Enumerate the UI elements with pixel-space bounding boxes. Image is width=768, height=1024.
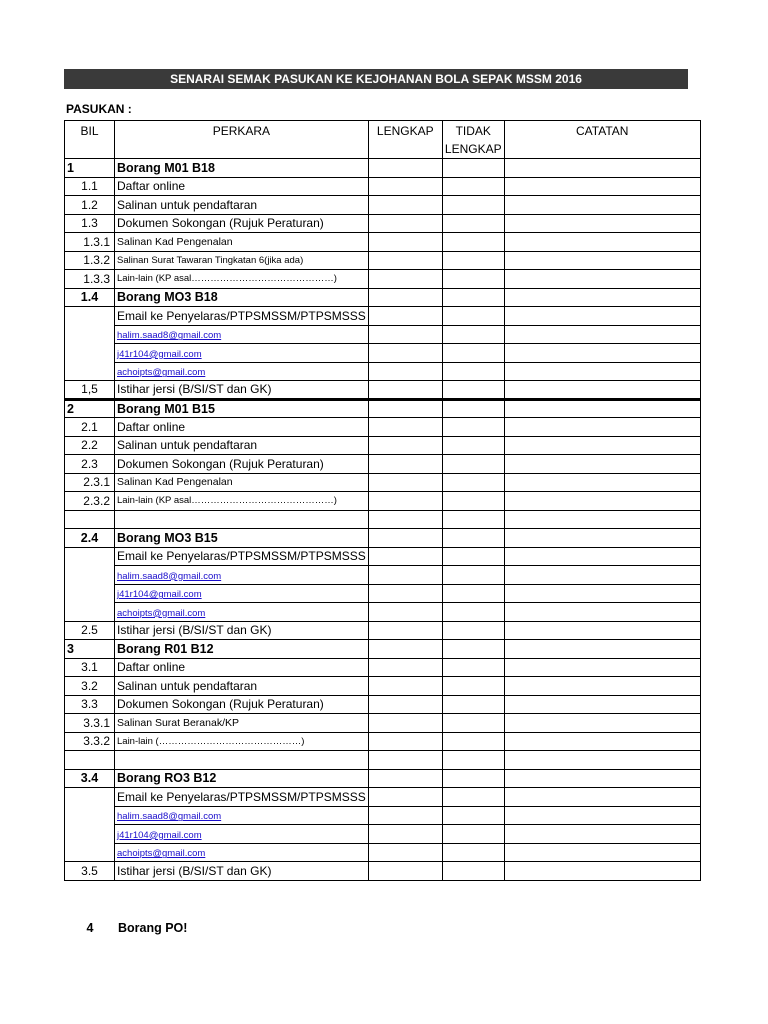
lengkap-cell[interactable]	[368, 399, 442, 418]
catatan-cell[interactable]	[504, 658, 700, 677]
catatan-cell[interactable]	[504, 325, 700, 344]
catatan-cell[interactable]	[504, 251, 700, 270]
table-row	[65, 732, 701, 751]
catatan-cell[interactable]	[504, 436, 700, 455]
row-number: 1.2	[65, 196, 115, 215]
catatan-cell[interactable]	[504, 843, 700, 862]
catatan-cell[interactable]	[504, 177, 700, 196]
email-link[interactable]: achoipts@gmail.com	[117, 848, 206, 860]
tidak-lengkap-cell[interactable]	[442, 547, 504, 566]
row-number: 1,5	[65, 381, 115, 400]
table-row	[65, 288, 701, 307]
lengkap-cell[interactable]	[368, 862, 442, 881]
email-link[interactable]: halim.saad8@gmail.com	[117, 811, 222, 823]
row-number	[65, 603, 115, 622]
email-link[interactable]: j41r104@gmail.com	[117, 348, 202, 360]
table-row	[65, 621, 701, 640]
row-number	[65, 325, 115, 344]
item-text: Borang MO3 B18	[115, 288, 369, 307]
catatan-cell[interactable]	[504, 566, 700, 585]
item-text: Salinan Kad Pengenalan	[115, 233, 369, 252]
header-tidak-lengkap: TIDAK LENGKAP	[442, 121, 504, 159]
tidak-lengkap-cell[interactable]	[442, 695, 504, 714]
tidak-lengkap-cell[interactable]	[442, 566, 504, 585]
item-text: Dokumen Sokongan (Rujuk Peraturan)	[115, 214, 369, 233]
row-number: 3.2	[65, 677, 115, 696]
row-number	[65, 510, 115, 529]
table-header-row	[65, 121, 701, 159]
email-cell[interactable]	[115, 344, 369, 363]
tidak-lengkap-cell[interactable]	[442, 270, 504, 289]
lengkap-cell[interactable]	[368, 177, 442, 196]
row-number: 2.5	[65, 621, 115, 640]
tidak-lengkap-cell[interactable]	[442, 251, 504, 270]
team-label: PASUKAN :	[66, 102, 132, 116]
email-link[interactable]: halim.saad8@gmail.com	[117, 570, 222, 582]
table-row	[65, 492, 701, 511]
catatan-cell[interactable]	[504, 233, 700, 252]
tidak-lengkap-cell[interactable]	[442, 288, 504, 307]
tidak-lengkap-cell[interactable]	[442, 159, 504, 178]
header-catatan: CATATAN	[504, 121, 700, 159]
footer-text: Borang PO!	[118, 921, 188, 935]
item-text: Email ke Penyelaras/PTPSMSSM/PTPSMSSS	[115, 307, 369, 326]
checklist-table	[64, 120, 701, 881]
tidak-lengkap-cell[interactable]	[442, 214, 504, 233]
table-row	[65, 603, 701, 622]
lengkap-cell[interactable]	[368, 732, 442, 751]
lengkap-cell[interactable]	[368, 677, 442, 696]
lengkap-cell[interactable]	[368, 806, 442, 825]
tidak-lengkap-cell[interactable]	[442, 843, 504, 862]
tidak-lengkap-cell[interactable]	[442, 436, 504, 455]
table-row	[65, 547, 701, 566]
item-text: Borang M01 B15	[115, 399, 369, 418]
item-text: Salinan untuk pendaftaran	[115, 196, 369, 215]
table-row	[65, 381, 701, 400]
row-number: 3.3.1	[65, 714, 115, 733]
lengkap-cell[interactable]	[368, 584, 442, 603]
lengkap-cell[interactable]	[368, 640, 442, 659]
catatan-cell[interactable]	[504, 362, 700, 381]
row-number: 3.5	[65, 862, 115, 881]
email-cell[interactable]	[115, 806, 369, 825]
catatan-cell[interactable]	[504, 455, 700, 474]
lengkap-cell[interactable]	[368, 473, 442, 492]
table-row	[65, 251, 701, 270]
table-row	[65, 751, 701, 770]
row-number: 2.4	[65, 529, 115, 548]
item-text: Borang RO3 B12	[115, 769, 369, 788]
row-number	[65, 547, 115, 566]
item-text: Borang R01 B12	[115, 640, 369, 659]
table-row	[65, 825, 701, 844]
table-row	[65, 862, 701, 881]
email-cell[interactable]	[115, 325, 369, 344]
item-text: Salinan untuk pendaftaran	[115, 436, 369, 455]
item-text: Lain-lain (KP asal………………………………………)	[115, 270, 369, 289]
table-row	[65, 529, 701, 548]
item-text	[115, 510, 369, 529]
lengkap-cell[interactable]	[368, 270, 442, 289]
lengkap-cell[interactable]	[368, 825, 442, 844]
email-link[interactable]: halim.saad8@gmail.com	[117, 330, 222, 342]
row-number: 2.3.1	[65, 473, 115, 492]
table-row	[65, 270, 701, 289]
tidak-lengkap-cell[interactable]	[442, 455, 504, 474]
table-row	[65, 344, 701, 363]
tidak-lengkap-cell[interactable]	[442, 344, 504, 363]
item-text: Daftar online	[115, 658, 369, 677]
table-row	[65, 640, 701, 659]
email-cell[interactable]	[115, 603, 369, 622]
row-number: 3.3	[65, 695, 115, 714]
row-number: 3	[65, 640, 115, 659]
item-text: Dokumen Sokongan (Rujuk Peraturan)	[115, 695, 369, 714]
row-number	[65, 362, 115, 381]
catatan-cell[interactable]	[504, 492, 700, 511]
table-row	[65, 233, 701, 252]
tidak-lengkap-cell[interactable]	[442, 529, 504, 548]
catatan-cell[interactable]	[504, 714, 700, 733]
table-row	[65, 436, 701, 455]
catatan-cell[interactable]	[504, 603, 700, 622]
item-text: Daftar online	[115, 418, 369, 437]
item-text	[115, 751, 369, 770]
header-lengkap: LENGKAP	[368, 121, 442, 159]
catatan-cell[interactable]	[504, 547, 700, 566]
row-number: 1.3.2	[65, 251, 115, 270]
table-row	[65, 566, 701, 585]
tidak-lengkap-cell[interactable]	[442, 769, 504, 788]
table-row	[65, 399, 701, 418]
table-row	[65, 196, 701, 215]
table-row	[65, 695, 701, 714]
catatan-cell[interactable]	[504, 806, 700, 825]
lengkap-cell[interactable]	[368, 714, 442, 733]
row-number	[65, 788, 115, 807]
email-cell[interactable]	[115, 566, 369, 585]
catatan-cell[interactable]	[504, 288, 700, 307]
lengkap-cell[interactable]	[368, 381, 442, 400]
tidak-lengkap-cell[interactable]	[442, 640, 504, 659]
table-row	[65, 325, 701, 344]
item-text: Istihar jersi (B/SI/ST dan GK)	[115, 862, 369, 881]
lengkap-cell[interactable]	[368, 214, 442, 233]
lengkap-cell[interactable]	[368, 843, 442, 862]
lengkap-cell[interactable]	[368, 547, 442, 566]
tidak-lengkap-cell[interactable]	[442, 381, 504, 400]
tidak-lengkap-cell[interactable]	[442, 806, 504, 825]
item-text: Lain-lain (KP asal………………………………………)	[115, 492, 369, 511]
row-number	[65, 806, 115, 825]
row-number	[65, 344, 115, 363]
footer-number: 4	[86, 921, 94, 935]
catatan-cell[interactable]	[504, 529, 700, 548]
lengkap-cell[interactable]	[368, 288, 442, 307]
row-number: 3.4	[65, 769, 115, 788]
table-row	[65, 677, 701, 696]
catatan-cell[interactable]	[504, 307, 700, 326]
row-number: 3.3.2	[65, 732, 115, 751]
lengkap-cell[interactable]	[368, 325, 442, 344]
row-number	[65, 307, 115, 326]
table-row	[65, 788, 701, 807]
header-bil: BIL	[65, 121, 115, 159]
lengkap-cell[interactable]	[368, 196, 442, 215]
lengkap-cell[interactable]	[368, 307, 442, 326]
table-row	[65, 714, 701, 733]
table-row	[65, 473, 701, 492]
lengkap-cell[interactable]	[368, 251, 442, 270]
table-row	[65, 658, 701, 677]
email-cell[interactable]	[115, 825, 369, 844]
catatan-cell[interactable]	[504, 825, 700, 844]
tidak-lengkap-cell[interactable]	[442, 362, 504, 381]
item-text: Salinan Surat Beranak/KP	[115, 714, 369, 733]
table-row	[65, 510, 701, 529]
tidak-lengkap-cell[interactable]	[442, 196, 504, 215]
catatan-cell[interactable]	[504, 788, 700, 807]
lengkap-cell[interactable]	[368, 159, 442, 178]
lengkap-cell[interactable]	[368, 344, 442, 363]
table-row	[65, 584, 701, 603]
lengkap-cell[interactable]	[368, 621, 442, 640]
item-text: Email ke Penyelaras/PTPSMSSM/PTPSMSSS	[115, 547, 369, 566]
catatan-cell[interactable]	[504, 344, 700, 363]
item-text: Salinan Kad Pengenalan	[115, 473, 369, 492]
row-number	[65, 825, 115, 844]
table-row	[65, 806, 701, 825]
tidak-lengkap-cell[interactable]	[442, 492, 504, 511]
tidak-lengkap-cell[interactable]	[442, 418, 504, 437]
catatan-cell[interactable]	[504, 732, 700, 751]
email-cell[interactable]	[115, 843, 369, 862]
catatan-cell[interactable]	[504, 418, 700, 437]
table-row	[65, 214, 701, 233]
table-row	[65, 307, 701, 326]
item-text: Borang M01 B18	[115, 159, 369, 178]
row-number	[65, 566, 115, 585]
item-text: Salinan Surat Tawaran Tingkatan 6(jika ada)	[115, 251, 369, 270]
tidak-lengkap-cell[interactable]	[442, 677, 504, 696]
tidak-lengkap-cell[interactable]	[442, 825, 504, 844]
lengkap-cell[interactable]	[368, 455, 442, 474]
row-number: 1.3	[65, 214, 115, 233]
row-number	[65, 584, 115, 603]
table-row	[65, 177, 701, 196]
item-text: Dokumen Sokongan (Rujuk Peraturan)	[115, 455, 369, 474]
catatan-cell[interactable]	[504, 677, 700, 696]
item-text: Istihar jersi (B/SI/ST dan GK)	[115, 381, 369, 400]
page-title: SENARAI SEMAK PASUKAN KE KEJOHANAN BOLA SEPAK MSSM 2016	[64, 69, 688, 89]
tidak-lengkap-cell[interactable]	[442, 621, 504, 640]
lengkap-cell[interactable]	[368, 788, 442, 807]
item-text: Lain-lain (………………………………………)	[115, 732, 369, 751]
tidak-lengkap-cell[interactable]	[442, 714, 504, 733]
lengkap-cell[interactable]	[368, 658, 442, 677]
catatan-cell[interactable]	[504, 159, 700, 178]
catatan-cell[interactable]	[504, 270, 700, 289]
lengkap-cell[interactable]	[368, 603, 442, 622]
lengkap-cell[interactable]	[368, 751, 442, 770]
catatan-cell[interactable]	[504, 621, 700, 640]
row-number	[65, 843, 115, 862]
tidak-lengkap-cell[interactable]	[442, 473, 504, 492]
table-row	[65, 159, 701, 178]
row-number: 2.1	[65, 418, 115, 437]
footer-row	[64, 919, 688, 939]
row-number: 2.2	[65, 436, 115, 455]
catatan-cell[interactable]	[504, 399, 700, 418]
item-text: Email ke Penyelaras/PTPSMSSM/PTPSMSSS	[115, 788, 369, 807]
tidak-lengkap-cell[interactable]	[442, 307, 504, 326]
row-number: 2.3	[65, 455, 115, 474]
header-perkara: PERKARA	[115, 121, 369, 159]
tidak-lengkap-cell[interactable]	[442, 584, 504, 603]
row-number: 1.3.1	[65, 233, 115, 252]
catatan-cell[interactable]	[504, 751, 700, 770]
table-row	[65, 769, 701, 788]
tidak-lengkap-cell[interactable]	[442, 732, 504, 751]
item-text: Borang MO3 B15	[115, 529, 369, 548]
lengkap-cell[interactable]	[368, 362, 442, 381]
email-cell[interactable]	[115, 362, 369, 381]
catatan-cell[interactable]	[504, 769, 700, 788]
row-number: 1.3.3	[65, 270, 115, 289]
lengkap-cell[interactable]	[368, 529, 442, 548]
catatan-cell[interactable]	[504, 196, 700, 215]
tidak-lengkap-cell[interactable]	[442, 788, 504, 807]
tidak-lengkap-cell[interactable]	[442, 603, 504, 622]
catatan-cell[interactable]	[504, 584, 700, 603]
tidak-lengkap-cell[interactable]	[442, 658, 504, 677]
email-link[interactable]: achoipts@gmail.com	[117, 367, 206, 379]
catatan-cell[interactable]	[504, 381, 700, 400]
email-link[interactable]: j41r104@gmail.com	[117, 589, 202, 601]
table-row	[65, 362, 701, 381]
tidak-lengkap-cell[interactable]	[442, 233, 504, 252]
email-link[interactable]: j41r104@gmail.com	[117, 829, 202, 841]
row-number: 2.3.2	[65, 492, 115, 511]
tidak-lengkap-cell[interactable]	[442, 399, 504, 418]
lengkap-cell[interactable]	[368, 769, 442, 788]
catatan-cell[interactable]	[504, 473, 700, 492]
table-row	[65, 455, 701, 474]
table-row	[65, 843, 701, 862]
table-row	[65, 418, 701, 437]
email-link[interactable]: achoipts@gmail.com	[117, 607, 206, 619]
row-number: 1.1	[65, 177, 115, 196]
row-number: 2	[65, 399, 115, 418]
row-number: 3.1	[65, 658, 115, 677]
lengkap-cell[interactable]	[368, 233, 442, 252]
tidak-lengkap-cell[interactable]	[442, 751, 504, 770]
tidak-lengkap-cell[interactable]	[442, 510, 504, 529]
item-text: Istihar jersi (B/SI/ST dan GK)	[115, 621, 369, 640]
row-number: 1	[65, 159, 115, 178]
lengkap-cell[interactable]	[368, 492, 442, 511]
email-cell[interactable]	[115, 584, 369, 603]
lengkap-cell[interactable]	[368, 566, 442, 585]
lengkap-cell[interactable]	[368, 695, 442, 714]
lengkap-cell[interactable]	[368, 436, 442, 455]
catatan-cell[interactable]	[504, 510, 700, 529]
item-text: Salinan untuk pendaftaran	[115, 677, 369, 696]
item-text: Daftar online	[115, 177, 369, 196]
lengkap-cell[interactable]	[368, 418, 442, 437]
row-number: 1.4	[65, 288, 115, 307]
lengkap-cell[interactable]	[368, 510, 442, 529]
catatan-cell[interactable]	[504, 862, 700, 881]
catatan-cell[interactable]	[504, 695, 700, 714]
row-number	[65, 751, 115, 770]
tidak-lengkap-cell[interactable]	[442, 325, 504, 344]
catatan-cell[interactable]	[504, 214, 700, 233]
tidak-lengkap-cell[interactable]	[442, 862, 504, 881]
tidak-lengkap-cell[interactable]	[442, 177, 504, 196]
catatan-cell[interactable]	[504, 640, 700, 659]
